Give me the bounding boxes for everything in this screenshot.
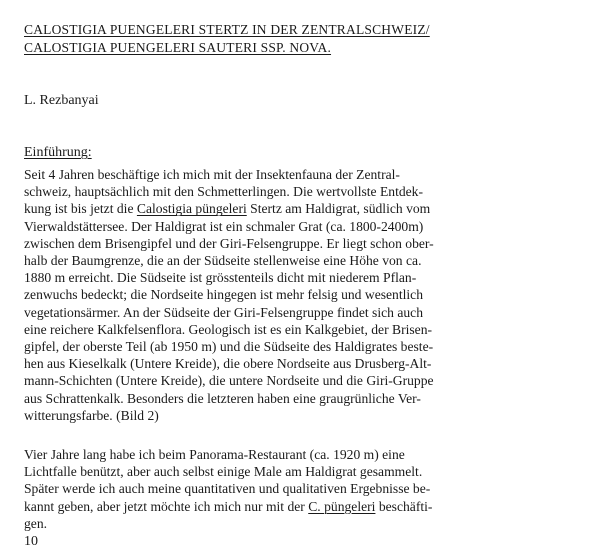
species-name-underlined: Calostigia püngeleri (136, 201, 247, 217)
text-line: Seit 4 Jahren beschäftige ich mich mit der Insektenfauna der Zentral- (24, 167, 400, 182)
text-line: vegetationsärmer. An der Südseite der Giri-Felsengruppe findet sich auch (24, 304, 424, 320)
text-line (24, 498, 584, 515)
species-name-underlined: C. püngeleri (308, 498, 376, 514)
text-segment: kannt geben, aber jetzt möchte ich mich nur mit der (24, 498, 309, 514)
text-line: mann-Schichten (Untere Kreide), die untere Nordseite und die Giri-Gruppe (24, 373, 434, 389)
text-line: 1880 m erreicht. Die Südseite ist grösstenteils dicht mit niederem Pflan- (24, 270, 417, 286)
text-line: gen. (24, 515, 48, 531)
text-line: eine reichere Kalkfelsenflora. Geologisch ist es ein Kalkgebiet, der Brisen- (24, 321, 433, 337)
text-line: gipfel, der oberste Teil (ab 1950 m) und die Südseite des Haldigrates beste- (24, 339, 434, 355)
text-line: hen aus Kieselkalk (Untere Kreide), die obere Nordseite aus Drusberg-Alt- (24, 356, 432, 372)
text-line: Später werde ich auch meine quantitativen und qualitativen Ergebnisse be- (24, 481, 431, 497)
text-line: Lichtfalle benützt, aber auch selbst einige Male am Haldigrat gesammelt. (24, 464, 423, 480)
text-line (24, 200, 584, 217)
text-line: schweiz, hauptsächlich mit den Schmetterlingen. Die wertvollste Entdek- (24, 184, 424, 200)
title-line-2: CALOSTIGIA PUENGELERI SAUTERI SSP. NOVA. (24, 40, 332, 55)
text-line: Vier Jahre lang habe ich beim Panorama-Restaurant (ca. 1920 m) eine (24, 447, 405, 462)
section-heading: Einführung: (24, 145, 92, 160)
paragraph-light-trap (24, 446, 584, 532)
text-line: zwischen dem Brisengipfel und der Giri-Felsengruppe. Er liegt schon ober- (24, 235, 434, 251)
text-line: witterungsfarbe. (Bild 2) (24, 407, 159, 423)
text-segment: Stertz am Haldigrat, südlich vom (246, 201, 431, 217)
title-line-1: CALOSTIGIA PUENGELERI STERTZ IN DER ZENTRALSCHWEIZ/ (24, 22, 430, 37)
text-segment: beschäfti- (375, 498, 433, 514)
author-name: L. Rezbanyai (24, 93, 99, 108)
text-segment: kung ist bis jetzt die (24, 201, 137, 217)
page-number: 10 (24, 534, 38, 549)
text-line: halb der Baumgrenze, die an der Südseite stellenweise eine Höhe von ca. (24, 253, 422, 269)
text-line: Vierwaldstättersee. Der Haldigrat ist ein schmaler Grat (ca. 1800-2400m) (24, 218, 424, 234)
paragraph-introduction (24, 166, 584, 424)
text-line: aus Schrattenkalk. Besonders die letzteren haben eine graugrünliche Ver- (24, 390, 421, 406)
paper-title (24, 21, 584, 57)
text-line: zenwuchs bedeckt; die Nordseite hingegen ist mehr felsig und wesentlich (24, 287, 424, 303)
